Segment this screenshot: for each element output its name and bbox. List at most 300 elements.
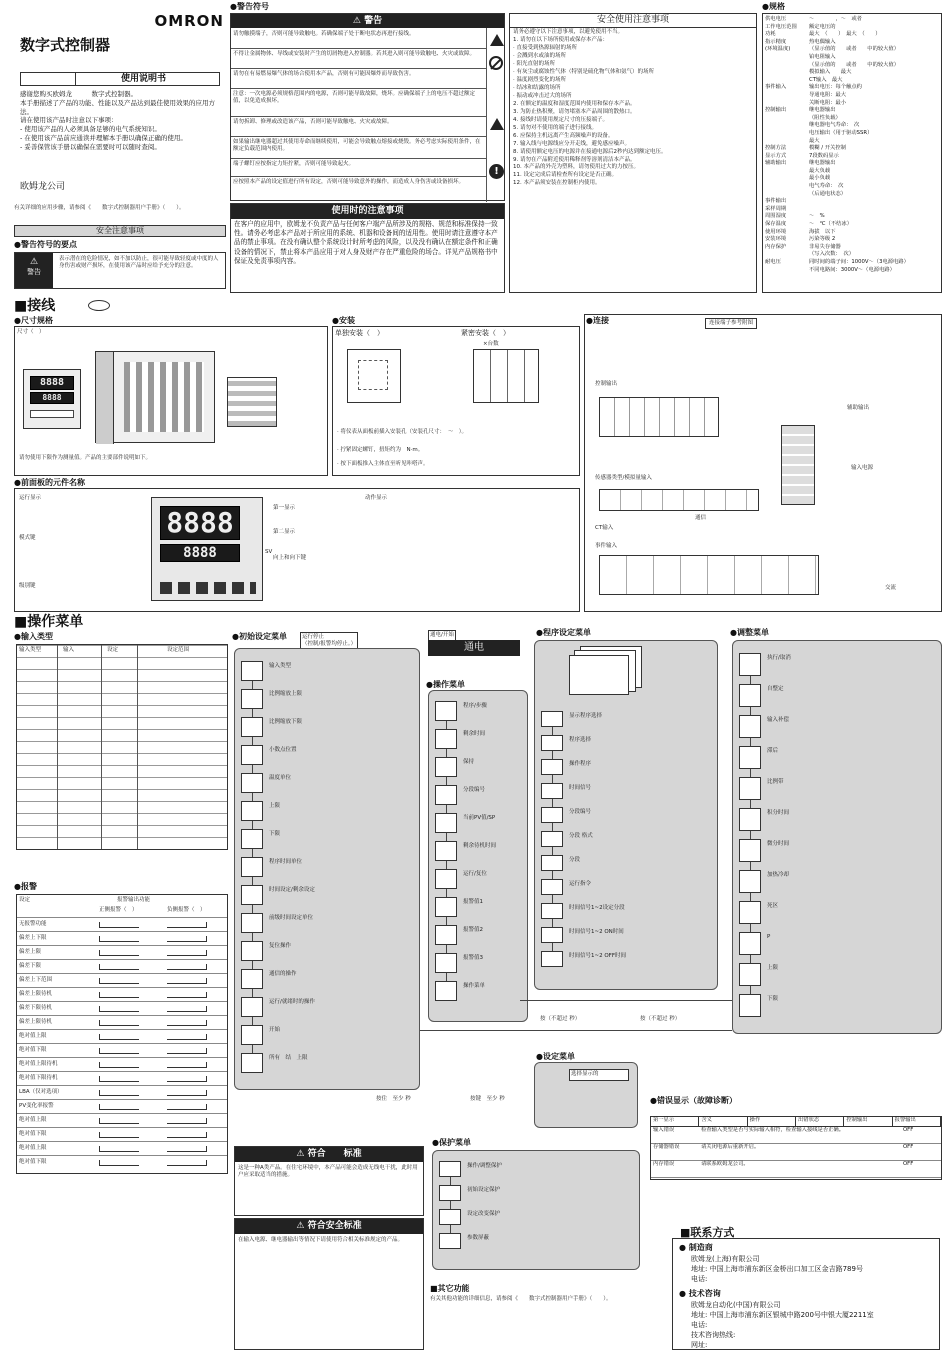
alarm-graph-neg <box>167 950 207 956</box>
param-display <box>739 963 761 986</box>
alarm-graph-pos <box>99 1104 139 1110</box>
flow-arrow <box>252 793 253 801</box>
spec-row <box>765 31 941 39</box>
spec-value: （写入次数： 次） <box>809 251 855 258</box>
alarm-graph-neg <box>167 1132 207 1138</box>
spec-row <box>765 138 941 146</box>
spec-row <box>765 191 941 199</box>
alarm-type: 偏差上限待机 <box>19 1019 53 1025</box>
error-output: OFF <box>903 1144 914 1150</box>
adj-menu-panel <box>732 640 942 1034</box>
menu-item-label: 滞后 <box>767 748 779 754</box>
param-display <box>739 839 761 862</box>
error-output: OFF <box>903 1127 914 1133</box>
mfr-name: 欧姆龙(上海)有限公司 <box>691 1255 760 1263</box>
spec-key <box>765 138 809 146</box>
menu-step <box>541 879 715 903</box>
tech-web: 网址: <box>691 1341 708 1349</box>
spec-value: （阻性负载） <box>809 114 841 121</box>
menu-item-label: 所有 结 上限 <box>269 1055 308 1061</box>
run-stop-note: 运行停止 （控制/报警均停止。） <box>300 632 358 650</box>
menu-item-label: P <box>767 934 771 940</box>
errors-sec: ●错误显示（故障诊断） <box>650 1096 737 1105</box>
alarm-graph-pos <box>99 950 139 956</box>
tech-label: ● 技术咨询 <box>679 1289 721 1298</box>
install-sec: ●安装 <box>332 316 355 325</box>
prog-menu-panel <box>534 640 718 990</box>
param-display <box>739 808 761 831</box>
warning-row: 如果输出继电器超过其使用寿命而继续使用，可能会导致触点熔接或烧毁。务必考虑实际使用条件，在额定负载范围内使用。 <box>233 139 481 152</box>
alarm-graph-neg <box>167 978 207 984</box>
spec-value: 输出电压：每个触点约 <box>809 84 862 91</box>
param-display <box>241 1025 263 1045</box>
controller-front-drawing: 8888 8888 <box>23 369 81 429</box>
warnings-sec: ●警告符号 <box>230 2 269 11</box>
flow-arrow <box>750 893 751 901</box>
param-display <box>241 829 263 849</box>
alarm-graph-pos <box>99 1006 139 1012</box>
menu-item-label: 保持 <box>463 759 475 765</box>
spec-key: 控制输出 <box>765 107 787 114</box>
close-install-label: 紧密安装（ ） <box>461 329 510 337</box>
menu-step <box>435 841 525 869</box>
alarm-graph-neg <box>167 1048 207 1054</box>
menu-step <box>439 1161 635 1185</box>
menu-item-label: 初始设定保护 <box>467 1187 501 1193</box>
spec-value: 最大 <box>809 137 836 144</box>
param-display <box>541 831 563 847</box>
menu-step <box>241 857 417 885</box>
menu-step <box>241 997 417 1025</box>
spec-key: 耐电压 <box>765 259 781 265</box>
ce-header: ⚠ 符合 标准 <box>235 1147 423 1162</box>
other-sec: ■其它功能 <box>430 1284 470 1293</box>
alarm-row <box>17 1085 227 1099</box>
alarm-row <box>17 1029 227 1043</box>
spec-value: 最小负载 <box>809 175 831 182</box>
alarm-row <box>17 1155 227 1169</box>
menu-item-label: 执行/取消 <box>767 655 791 661</box>
install-note-3: · 按下面板推入主体直至听见咔嗒声。 <box>337 461 429 467</box>
conn-item: 交流 <box>885 585 897 591</box>
alarm-row <box>17 1141 227 1155</box>
param-display <box>241 857 263 877</box>
flow-arrow <box>750 800 751 808</box>
spec-value: 最大 （ ） 最大 （ ） <box>809 31 881 38</box>
menu-item-label: 程序/步骤 <box>463 703 487 709</box>
alarm-graph-neg <box>167 1104 207 1110</box>
protect-menu-sec: ●保护菜单 <box>432 1138 471 1147</box>
menu-item-label: 程序时间单位 <box>269 859 303 865</box>
wiring-title: ■接线 <box>14 298 56 314</box>
usage-header: 使用时的注意事项 <box>231 204 504 219</box>
menu-step <box>241 801 417 829</box>
flow-arrow <box>450 1177 451 1185</box>
alarm-row <box>17 1043 227 1057</box>
alarm-graph-pos <box>99 1020 139 1026</box>
spec-row <box>765 198 941 206</box>
menu-step <box>739 684 937 715</box>
front-label: 向上和向下键 <box>273 555 307 561</box>
error-name: 存储器错误 <box>653 1144 680 1150</box>
error-col: 第一显示 <box>651 1117 699 1126</box>
alarm-graph-pos <box>99 992 139 998</box>
menu-step <box>241 661 417 689</box>
menu-item-label: 小数点位置 <box>269 747 297 753</box>
menu-item-label: 时间信号 <box>569 785 592 791</box>
flow-arrow <box>750 986 751 994</box>
spec-value: ～ ℃（不结冰） <box>809 221 853 228</box>
spec-row <box>765 46 941 54</box>
safety-std-header: ⚠ 符合安全标准 <box>235 1219 423 1234</box>
param-display <box>739 715 761 738</box>
spec-row <box>765 107 941 115</box>
ops-title: ■操作菜单 <box>14 614 84 630</box>
param-display <box>241 885 263 905</box>
input-type-table: 输入类型 输入 设定 设定范围 <box>17 645 227 849</box>
alarm-graph-neg <box>167 1062 207 1068</box>
param-display <box>541 927 563 943</box>
param-display <box>241 969 263 989</box>
spec-value: 继电器输出 <box>809 107 836 114</box>
alarm-row <box>17 959 227 973</box>
menu-item-label: 微分时间 <box>767 841 790 847</box>
warning-row: 不得让金属物体、导线或安装时产生的切屑物进入控制器。若其进入则可能导致触电、火灾或故障。 <box>233 51 476 57</box>
menu-step <box>739 746 937 777</box>
alarm-type: 绝对值下限 <box>19 1047 47 1053</box>
safety-notes-header: 安全使用注意事项 <box>510 14 756 28</box>
warning-symbol-key: ●警告符号的要点 <box>14 240 77 249</box>
error-name: 输入错误 <box>653 1127 675 1133</box>
spec-key: 采样周期 <box>765 205 787 212</box>
error-table <box>651 1117 941 1178</box>
alarm-type: LBA（仅对选项） <box>19 1089 63 1095</box>
intro-text: 感谢您购买欧姆龙 数字式控制器。 本手册描述了产品的功能、性能以及产品达到最佳使用效果的应用方法。 请在使用该产品时注意以下事项： - 使用该产品的人必须具备足够的电气系统知识。 - 在使用该产品前应通读并理解本手册以确保正确的使用。 - 妥善保管该手册以确保在需要时可以随时查阅。 <box>20 90 215 151</box>
param-display <box>541 951 563 967</box>
conn-item: 通信 <box>695 515 707 521</box>
single-install-label: 单独安装（ ） <box>335 329 384 337</box>
alarm-graph-pos <box>99 1048 139 1054</box>
alarm-type: 绝对值下限 <box>19 1131 47 1137</box>
alarm-type: 偏差上下范围 <box>19 977 53 983</box>
error-col: 出错状态 <box>796 1117 844 1126</box>
alarm-type: 偏差上限 <box>19 949 42 955</box>
spec-value: ～ % <box>809 213 825 220</box>
usage-text: 在客户的应用中，欧姆龙不负责产品与任何客户端产品所涉及的规格、规范和标准保持一致性。请务必考虑本产品对于所应用的系统、机器和设备间的适用性。使用时请注意遵守本产品的禁止事项。在没有确认整个系统设计时所考虑的风险，以及没有确认在额定条件和正确设备的情况下，禁止将本产品应用于对人身及财产存在严重危险的场合。详见产品规格书中保证及免责事项内容。 <box>234 220 498 265</box>
param-display <box>541 807 563 823</box>
dims-sec: ●尺寸规格 <box>14 316 53 325</box>
spec-row <box>765 229 941 237</box>
menu-step <box>241 717 417 745</box>
spec-key <box>765 130 809 138</box>
spec-key <box>765 100 809 108</box>
install-note-1: · 将仪表从面板前插入安装孔（安装孔尺寸： ～ ）。 <box>337 429 467 435</box>
spec-value: （显示值的 或者 中的较大值） <box>809 61 900 68</box>
param-display <box>541 783 563 799</box>
param-display <box>739 653 761 676</box>
menu-step <box>541 927 715 951</box>
spec-row <box>765 236 941 244</box>
op-menu-sec: ●操作菜单 <box>426 680 465 689</box>
menu-item-label: 前级时间设定单位 <box>269 915 314 921</box>
flow-arrow <box>552 895 553 903</box>
error-name: 内存错误 <box>653 1161 675 1167</box>
error-output: OFF <box>903 1161 914 1167</box>
flow-arrow <box>450 1225 451 1233</box>
spec-key <box>765 54 809 62</box>
menu-item-label: 时间信号1~2 ON时间 <box>569 929 624 935</box>
alarm-graph-neg <box>167 936 207 942</box>
menu-item-label: 运行/就绪时的操作 <box>269 999 315 1005</box>
mandatory-icon: ! <box>489 164 504 179</box>
power-on-box: 通电 <box>428 640 520 656</box>
param-display <box>241 941 263 961</box>
spec-row <box>765 100 941 108</box>
flow-arrow <box>552 727 553 735</box>
spec-value: 热电偶输入 <box>809 38 836 45</box>
menu-step <box>241 885 417 913</box>
tech-hotline: 技术咨询热线: <box>691 1331 736 1339</box>
setting-item: 选择显示的 <box>569 1069 629 1081</box>
spec-row <box>765 267 941 275</box>
spec-row <box>765 206 941 214</box>
alarm-row <box>17 1057 227 1071</box>
menu-step <box>435 785 525 813</box>
alarm-type: 偏差下限 <box>19 963 42 969</box>
alarm-graph-pos <box>99 1062 139 1068</box>
flow-arrow <box>446 833 447 841</box>
spec-value: 非易失存储器 <box>809 243 841 250</box>
spec-value: 继电器电气寿命： 次 <box>809 122 860 129</box>
event-input-diagram <box>599 555 819 595</box>
menu-step <box>241 689 417 717</box>
error-row <box>651 1161 941 1178</box>
menu-step <box>739 994 937 1025</box>
spec-row <box>765 122 941 130</box>
close-install-unit: ×台数 <box>483 341 499 347</box>
flow-arrow <box>750 831 751 839</box>
alarm-type: 偏差上下限 <box>19 935 47 941</box>
menu-item-label: 操作程序 <box>569 761 592 767</box>
init-menu-panel <box>234 648 420 1090</box>
menu-item-label: 分段编号 <box>569 809 592 815</box>
menu-step <box>435 981 525 1009</box>
menu-step <box>541 903 715 927</box>
alarm-row <box>17 1001 227 1015</box>
spec-value: 模拟输入 最大 <box>809 69 852 76</box>
menu-step <box>241 745 417 773</box>
doc-title: 数字式控制器 <box>20 36 111 54</box>
connection-header: 连接端子参考附图 <box>705 318 757 329</box>
init-menu-sec: ●初始设定菜单 <box>232 632 287 641</box>
menu-step <box>739 901 937 932</box>
param-display <box>439 1209 461 1225</box>
flow-arrow <box>552 919 553 927</box>
spec-row <box>765 62 941 70</box>
front-panel-sec: ●前面板的元件名称 <box>14 478 85 487</box>
press-label: 按键 至少 秒 <box>470 1096 505 1102</box>
param-display <box>739 994 761 1017</box>
flow-arrow <box>446 889 447 897</box>
safety-header: 安全注意事项 <box>14 225 226 237</box>
param-display <box>241 717 263 737</box>
menu-item-label: 时间设定/剩余设定 <box>269 887 315 893</box>
menu-step <box>241 829 417 857</box>
menu-item-label: 下限 <box>269 831 281 837</box>
flow-arrow <box>252 877 253 885</box>
spec-row <box>765 92 941 100</box>
param-display <box>541 879 563 895</box>
spec-key: 内存保护 <box>765 243 787 250</box>
param-display <box>435 785 457 805</box>
menu-step <box>541 831 715 855</box>
flow-arrow <box>552 943 553 951</box>
menu-step <box>739 963 937 994</box>
error-action: 检查输入类型是否与实际输入相符，检查输入接线是否正确。 <box>701 1127 845 1133</box>
menu-item-label: 报警值1 <box>463 899 483 905</box>
setting-menu-sec: ●设定菜单 <box>536 1052 575 1061</box>
alarm-type: 绝对值下限待机 <box>19 1075 58 1081</box>
flow-arrow <box>552 775 553 783</box>
param-display <box>435 813 457 833</box>
error-col: 报警输出 <box>893 1117 941 1126</box>
flow-arrow <box>252 1017 253 1025</box>
flow-arrow <box>446 917 447 925</box>
spec-value: （后通电状态） <box>809 190 847 197</box>
userguide-note: 有关详细的应用步骤，请参阅《 数字式控制器用户手册》（ ）。 <box>14 205 185 211</box>
flow-arrow <box>252 905 253 913</box>
mfr-addr: 地址: 中国上海市浦东新区金桥出口加工区金吉路789号 <box>691 1265 863 1273</box>
menu-step <box>241 969 417 997</box>
spec-row <box>765 16 941 24</box>
alarm-graph-pos <box>99 1076 139 1082</box>
alarm-graph-neg <box>167 922 207 928</box>
menu-step <box>435 757 525 785</box>
op-menu-panel <box>428 690 528 1022</box>
dims-note: 请勿使用下限作为测量值。产品的主要部件说明如下。 <box>19 455 152 461</box>
safety-notes-text: 请务必遵守以下注意事项，以避免使用不当。 1. 请勿在以下场所使用或保存本产品： · 直接受到热源辐射的场所 · 会溅到水或油的场所 · 阳光直射的场所 · 有灰尘或腐蚀性气体（特别是硫化物气体和氨气）的场所 · 温度剧烈变化的场所 · 结冰和结露的场所 · 振动或冲击过大的场所 2. 在额定的温度和湿度范围内使用和保存本产品。 3. 为防止热积聚，请勿堵塞本产品周围的散热口。 4. 接线时请使用规定尺寸的压接端子。 5. 请勿对不使用的端子进行接线。 6. 应保持主机远离产生高频噪声的设备。 7. 输入线与电源线应分开走线，避免感应噪声。 8. 请使用额定电压的电源并在接通电源后2秒内达到额定电压。 9. 请勿在产品附近使用稀释剂等溶剂清洁本产品。 10. 本产品的外壳为塑料，请勿使用过大的力按压。 11. 设定完成后请检查所有设定是否正确。 12. 本产品须安装在控制柜内使用。 <box>513 29 667 187</box>
flow-arrow <box>750 955 751 963</box>
spec-key <box>765 122 809 130</box>
flow-arrow <box>252 681 253 689</box>
spec-value: 污染等级 2 <box>809 236 836 243</box>
param-display <box>439 1233 461 1249</box>
control-output-diagram <box>599 397 719 437</box>
menu-item-label: 操作菜单 <box>463 983 486 989</box>
param-display <box>435 701 457 721</box>
param-display <box>435 981 457 1001</box>
menu-step <box>241 773 417 801</box>
spec-value <box>809 198 941 206</box>
alarm-row <box>17 1099 227 1113</box>
menu-step <box>435 701 525 729</box>
input-type-sec: ●输入类型 <box>14 632 53 641</box>
spec-row <box>765 69 941 77</box>
param-display <box>439 1185 461 1201</box>
spec-row <box>765 54 941 62</box>
menu-item-label: 报警值3 <box>463 955 483 961</box>
spec-row <box>765 251 941 259</box>
menu-item-label: 报警值2 <box>463 927 483 933</box>
menu-item-label: 时间信号1~2 OFF时间 <box>569 953 627 959</box>
menu-item-label: 开始 <box>269 1027 281 1033</box>
flow-arrow <box>446 721 447 729</box>
menu-item-label: 剩余时间 <box>463 731 486 737</box>
param-display <box>241 745 263 765</box>
spec-key <box>765 168 809 176</box>
spec-key: 工作电压范围 <box>765 23 797 30</box>
alarm-type: 绝对值上限待机 <box>19 1061 58 1067</box>
alarm-row <box>17 1113 227 1127</box>
spec-key: 周围湿度 <box>765 213 787 220</box>
spec-key <box>765 69 809 77</box>
menu-step <box>435 953 525 981</box>
menu-item-label: 上限 <box>269 803 281 809</box>
front-label: 动作显示 <box>365 495 388 501</box>
front-label: 第一显示 <box>273 505 296 511</box>
param-display <box>739 777 761 800</box>
spec-value: 同时间的端子间：1000V～（3电源电路） <box>809 259 909 265</box>
menu-step <box>739 715 937 746</box>
spec-row <box>765 213 941 221</box>
alarm-graph-neg <box>167 1034 207 1040</box>
menu-item-label: 上限 <box>767 965 779 971</box>
front-label: 级别键 <box>19 583 36 589</box>
alarm-graph-neg <box>167 1118 207 1124</box>
terminal-block <box>781 425 815 505</box>
alarm-table <box>17 917 227 1169</box>
param-display <box>739 901 761 924</box>
menu-step <box>241 913 417 941</box>
alarm-graph-neg <box>167 964 207 970</box>
menu-item-label: 运行指令 <box>569 881 592 887</box>
menu-step <box>541 807 715 831</box>
menu-step <box>439 1185 635 1209</box>
menu-item-label: 参数屏蔽 <box>467 1235 490 1241</box>
alarm-graph-pos <box>99 1118 139 1124</box>
param-display <box>241 997 263 1017</box>
menu-item-label: 设定改变保护 <box>467 1211 501 1217</box>
spec-row <box>765 168 941 176</box>
spec-key: 供电电压 <box>765 16 787 22</box>
flow-arrow <box>750 862 751 870</box>
flow-arrow <box>252 1045 253 1053</box>
menu-item-label: 分段 格式 <box>569 833 593 839</box>
param-display <box>435 729 457 749</box>
param-display <box>541 759 563 775</box>
menu-item-label: 操作/调整保护 <box>467 1163 502 1169</box>
spec-key <box>765 115 809 123</box>
alarm-graph-pos <box>99 936 139 942</box>
flow-arrow <box>750 924 751 932</box>
spec-key: 事件输出 <box>765 198 787 205</box>
menu-item-label: 当前PV值/SP <box>463 815 496 821</box>
spec-row <box>765 160 941 168</box>
param-display <box>435 841 457 861</box>
safety-std-text: 在输入电源、继电器输出等情况下请使用符合相关标准规定的产品。 <box>238 1237 404 1243</box>
menu-step <box>541 711 715 735</box>
spec-row <box>765 153 941 161</box>
spec-key <box>765 175 809 183</box>
flow-arrow <box>750 738 751 746</box>
spec-value: 导通电阻：最大 <box>809 91 847 98</box>
specs-table <box>765 16 941 274</box>
flow-arrow <box>552 751 553 759</box>
connection-sec: ●连接 <box>586 316 609 325</box>
error-col: 操作 <box>748 1117 796 1126</box>
spec-key: 指示精度 <box>765 38 787 45</box>
single-install-drawing <box>347 349 401 403</box>
